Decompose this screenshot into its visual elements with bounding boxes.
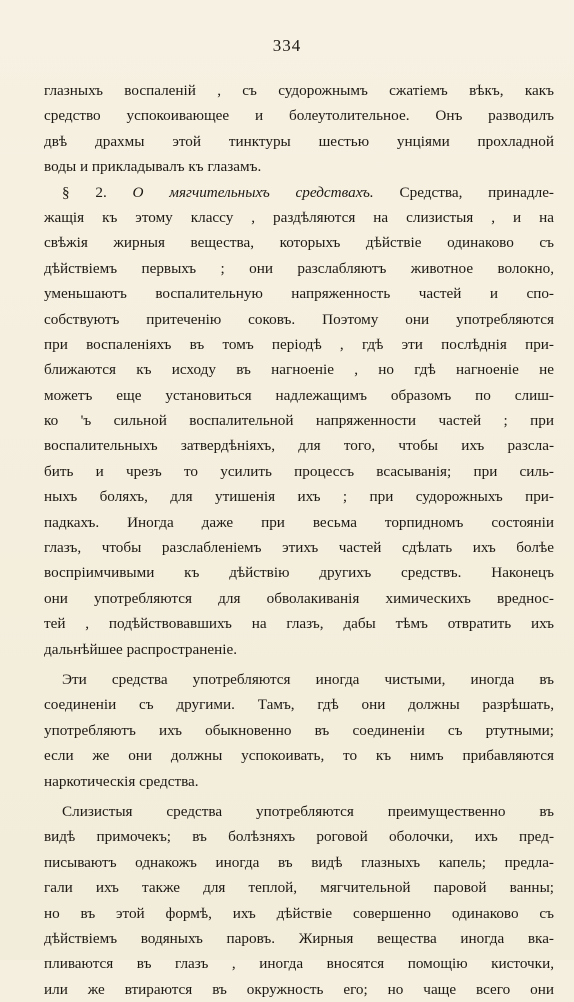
- text-line: уменьшаютъ воспалительную напряженность частей и спо-: [44, 285, 554, 303]
- section-mark: § 2.: [62, 183, 107, 201]
- text-line: употребляютъ ихъ обыкновенно въ соединеніи съ ртутными;: [44, 721, 554, 739]
- text-line: соединеніи съ другими. Тамъ, гдѣ они должны разрѣшать,: [44, 696, 554, 714]
- text-line: Эти средства употребляются иногда чистыми, иногда въ: [62, 670, 554, 688]
- text-line: глазныхъ воспаленій , съ судорожнымъ сжатіемъ вѣкъ, какъ: [44, 82, 554, 99]
- paragraph-2: [44, 180, 554, 662]
- text-line: глазъ, чтобы разслабленіемъ этихъ частей сдѣлать ихъ болѣе: [44, 539, 554, 557]
- text-line: они употребляются для обволакиванія химическихъ вреднос-: [44, 589, 554, 607]
- text-line: воды и прикладывалъ къ глазамъ.: [44, 158, 262, 176]
- text-line: пливаются въ глазъ , иногда вносятся помощію кисточки,: [44, 955, 554, 973]
- text-line: бить и чрезъ то усилить процессъ всасыванія; при силь-: [44, 462, 554, 480]
- text-line: можетъ еще установиться надлежащимъ образомъ по слиш-: [44, 386, 554, 404]
- page-text: [44, 78, 554, 1002]
- text-line: падкахъ. Иногда даже при весьма торпидномъ состояніи: [44, 513, 554, 531]
- text-line: средство успокоивающее и болеутолительное. Онъ разводилъ: [44, 107, 554, 125]
- text-line: дѣйствіемъ первыхъ ; они разслабляютъ животное волокно,: [44, 259, 554, 277]
- paragraph-1: [44, 78, 554, 180]
- text-line: ныхъ боляхъ, для утишенія ихъ ; при судорожныхъ при-: [44, 488, 554, 506]
- text-line: дѣйствіемъ водяныхъ паровъ. Жирныя вещества иногда вка-: [44, 929, 554, 947]
- text-line: жащія къ этому классу , раздѣляются на слизистыя , и на: [44, 208, 554, 226]
- section-heading-line: [44, 180, 554, 205]
- text-line: свѣжія жирныя вещества, которыхъ дѣйствіе одинаково съ: [44, 234, 554, 252]
- paragraph-3: [44, 667, 554, 794]
- text-line: гали ихъ также для теплой, мягчительной паровой ванны;: [44, 879, 554, 897]
- text-line: тей , подѣйствовавшихъ на глазъ, дабы тѣмъ отвратить ихъ: [44, 615, 554, 633]
- text-line: при воспаленіяхъ въ томъ періодѣ , гдѣ эти послѣднія при-: [44, 335, 554, 353]
- section-title: О мягчительныхъ средствахъ.: [132, 183, 374, 201]
- text-line: если же они должны успокоивать, то къ нимъ прибавляются: [44, 747, 554, 765]
- text-line: двѣ драхмы этой тинктуры шестью унціями прохладной: [44, 132, 554, 150]
- paragraph-4: [44, 799, 554, 1002]
- text-line: или же втираются въ окружность его; но чаще всего они: [44, 980, 554, 998]
- text-line: ко 'ъ сильной воспалительной напряженности частей ; при: [44, 412, 554, 430]
- text-line: писываютъ однакожъ иногда въ видѣ глазныхъ капель; предла-: [44, 853, 554, 871]
- text-line: собствуютъ притеченію соковъ. Поэтому они употребляются: [44, 310, 554, 328]
- text-line: воспріимчивыми къ дѣйствію другихъ средствъ. Наконецъ: [44, 564, 554, 582]
- text-line: дальнѣйшее распространеніе.: [44, 640, 238, 658]
- text-line: ближаются къ исходу въ нагноеніе , но гдѣ нагноеніе не: [44, 361, 554, 379]
- text-line: воспалительныхъ затвердѣніяхъ, для того, чтобы ихъ разсла-: [44, 437, 554, 455]
- text-line: но въ этой формѣ, ихъ дѣйствіе совершенно одинаково съ: [44, 904, 554, 922]
- text-line: наркотическія средства.: [44, 772, 199, 790]
- text-line: видѣ примочекъ; въ болѣзняхъ роговой оболочки, ихъ пред-: [44, 828, 554, 846]
- text-line: Средства, принадле-: [373, 183, 554, 201]
- page-number: 334: [272, 36, 302, 55]
- text-line: Слизистыя средства употребляются преимущественно въ: [62, 802, 554, 820]
